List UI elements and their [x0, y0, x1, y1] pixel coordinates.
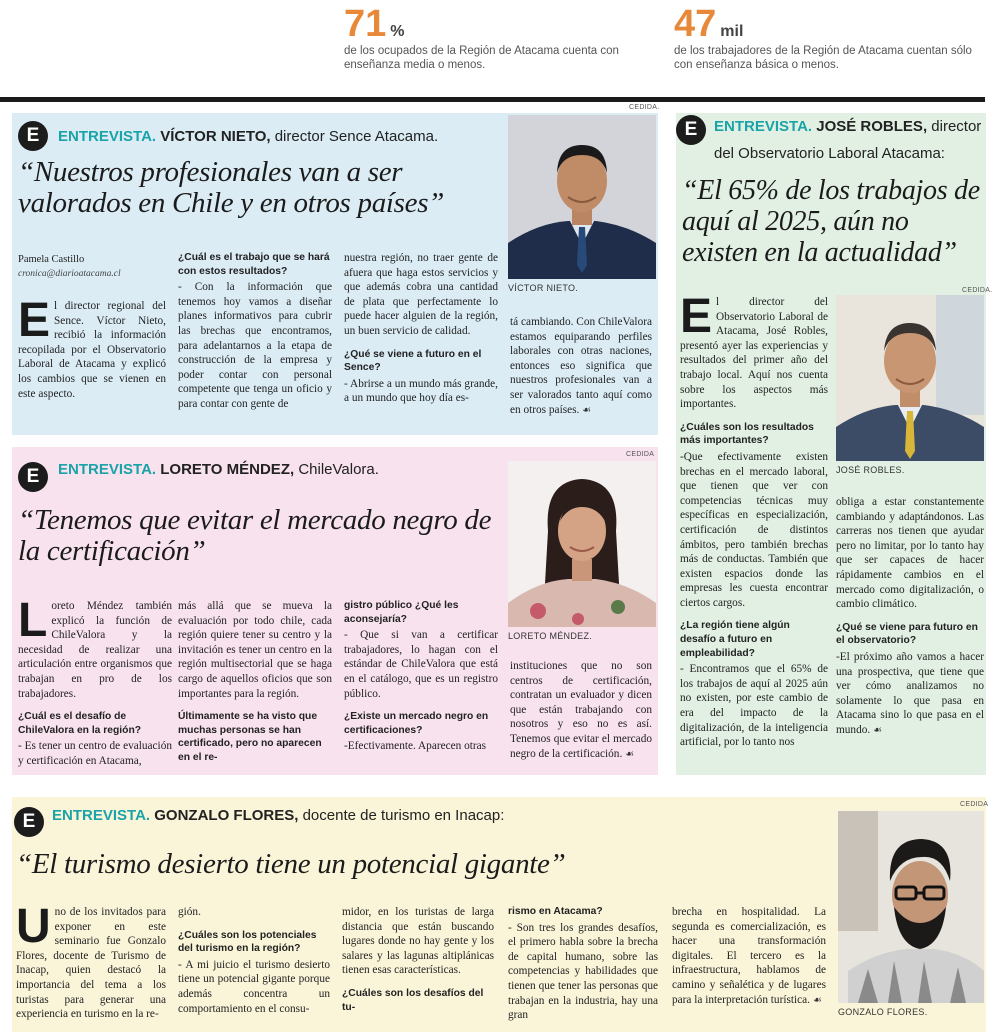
- answer-continued: nuestra región, no traer gente de afuera que haga estos servicios y que además cobra una cantidad de plata que perfectamente lo puede hacer alguien de la región, un buen servicio de calidad.: [344, 252, 498, 337]
- question-continued: gistro público ¿Qué les aconsejaría?: [344, 600, 459, 625]
- photo-caption: LORETO MÉNDEZ.: [508, 631, 593, 641]
- article-intro: l director del Observatorio Laboral de Atacama, José Robles, presentó ayer las experiencias y resultados del primer año del trabajo local. Aquí nos cuenta sobre los aspectos más importantes.: [680, 296, 828, 411]
- photo-caption: GONZALO FLORES.: [838, 1007, 928, 1017]
- interview-kicker: [52, 805, 504, 827]
- interview-flores: [12, 797, 989, 1032]
- stat-unit: mil: [720, 23, 744, 40]
- photo-credit: CEDIDA.: [629, 104, 660, 111]
- photo-caption: JOSÉ ROBLES.: [836, 465, 905, 475]
- question: ¿Cuáles son los resultados más importantes?: [680, 421, 814, 447]
- interviewee-role: ChileValora.: [298, 461, 379, 478]
- answer-continued: midor, en los turistas de larga distancia que están buscando lugares donde no hay gente y los salares y las lagunas altiplánicas tienen esas características.: [342, 906, 494, 977]
- article-intro: l director regional del Sence. Víctor Nieto, recibió la información recopilada por el Observatorio Laboral de Atacama y explicó los cambios que se vienen en este aspecto.: [18, 300, 166, 400]
- interview-label: ENTREVISTA.: [714, 118, 813, 135]
- stat-value: 47: [674, 3, 717, 45]
- interview-kicker: [714, 113, 982, 167]
- stat-value: 71: [344, 3, 387, 45]
- answer-continued: instituciones que no son centros de certificación, contratan un evaluador y dicen que están trabajando con nosotros y eso no es así. Tenemos que evitar el mercado negro de la certificación.: [510, 660, 652, 760]
- byline: [18, 253, 168, 281]
- answer: - Con la información que tenemos hoy vamos a diseñar planes informativos para cubrir las brechas que encontramos, para adelantarnos a la etapa de construcción de la empresa y poder contar con personal competente que tenga un oficio y para contar con gente de: [178, 281, 332, 410]
- answer-continued: brecha en hospitalidad. La segunda es comercialización, es hacer una transformación digitales. El tercero es la infraestructura, hablamos de camino y señalética y de lugares para la interpretación turística.: [672, 906, 826, 1006]
- question: ¿Cuáles son los potenciales del turismo en la región?: [178, 929, 317, 955]
- author-name: Pamela Castillo: [18, 254, 85, 265]
- question-continued: rismo en Atacama?: [508, 906, 603, 917]
- article-column-3: [344, 251, 498, 415]
- question: ¿La región tiene algún desafío a futuro en empleabilidad?: [680, 620, 790, 659]
- question: ¿Existe un mercado negro en certificaciones?: [344, 711, 489, 736]
- article-column-1: [16, 900, 166, 1031]
- end-mark-icon: ☙: [812, 994, 822, 1006]
- photo-victor-nieto: [508, 115, 656, 279]
- interviewee-name: JOSÉ ROBLES,: [816, 118, 928, 135]
- interview-nieto: [12, 104, 660, 435]
- question: ¿Cuáles son los desafíos del tu-: [342, 987, 484, 1013]
- interviewee-role: director Sence Atacama.: [274, 128, 439, 145]
- article-column-2: [836, 495, 984, 748]
- photo-jose-robles: [836, 295, 984, 461]
- photo-credit: CEDIDA: [626, 451, 655, 458]
- headline: “El turismo desierto tiene un potencial gigante”: [16, 848, 566, 880]
- article-intro: oreto Méndez también explicó la función de ChileValora y la necesidad de realizar una articulación entre organismos que trabajan en pro de los trabajadores.: [18, 600, 172, 700]
- answer: -Que efectivamente existen brechas en el mercado laboral, que tienen que ver con competencias técnicas muy específicas en especialización, certificación de distintos ámbitos, pero también brechas más de conductas. También que existen espacios donde las empresas les cuesta encontrar ciertos cargos.: [680, 450, 828, 609]
- photo-credit: CEDIDA: [960, 801, 989, 808]
- e-logo-icon: E: [676, 115, 706, 145]
- interviewee-name: LORETO MÉNDEZ,: [160, 461, 295, 478]
- end-mark-icon: ☙: [582, 404, 592, 416]
- article-intro: no de los invitados para exponer en este seminario fue Gonzalo Flores, docente de Turismo de Inacap, quien destacó la importancia del tema a los turistas para generar una experiencia en turismo en la re-: [16, 906, 166, 1021]
- e-logo-icon: E: [18, 121, 48, 151]
- photo-gonzalo-flores: [838, 811, 984, 1003]
- headline: “Tenemos que evitar el mercado negro de la certificación”: [18, 504, 492, 567]
- author-email: cronica@diarioatacama.cl: [18, 269, 121, 279]
- photo-credit: CEDIDA.: [962, 287, 993, 294]
- stat-description: de los ocupados de la Región de Atacama cuenta con enseñanza media o menos.: [344, 45, 619, 71]
- interview-robles: [676, 113, 993, 775]
- interview-kicker: [58, 459, 379, 481]
- end-mark-icon: ☙: [873, 724, 883, 736]
- article-column-2: [178, 905, 330, 1025]
- article-column-1: [18, 294, 166, 410]
- article-column-5: [672, 905, 826, 1017]
- article-column-4: [510, 315, 652, 427]
- interview-label: ENTREVISTA.: [58, 461, 157, 478]
- question: Últimamente se ha visto que muchas personas se han certificado, pero no aparecen en el re-: [178, 711, 322, 763]
- interview-kicker: [58, 126, 438, 148]
- question: ¿Cuál es el desafío de ChileValora en la región?: [18, 711, 142, 736]
- answer: - Son tres los grandes desafíos, el primero habla sobre la brecha de capital humano, sobre las competencias y habilidades que tienen que tener las personas que trabajan en la industria, hay una gran: [508, 921, 658, 1022]
- article-column-4: [508, 905, 658, 1032]
- headline: “El 65% de los trabajos de aquí al 2025, aún no existen en la actualidad”: [682, 175, 980, 268]
- interviewee-role: docente de turismo en Inacap:: [302, 807, 505, 824]
- answer: - Es tener un centro de evaluación y certificación en Atacama,: [18, 740, 172, 767]
- interviewee-role: director del Observatorio Laboral Atacama:: [714, 118, 982, 162]
- answer-continued: obliga a estar constantemente cambiando y adaptándonos. Las carreras nos tienen que ayudar pero no limitar, por lo tanto hay que ser capaces de hacer rápidamente cambios en el mercado como digitalización, o cambio climático.: [836, 496, 984, 611]
- article-column-3: [342, 905, 494, 1016]
- drop-cap: L: [18, 594, 48, 647]
- stat-trabajadores: [674, 4, 986, 72]
- answer-continued: tá cambiando. Con ChileValora estamos equiparando perfiles laborales con otras naciones, entonces eso significa que nuestros profesionales van a ser valorados tanto aquí como en otros países.: [510, 316, 652, 416]
- question: ¿Cuál es el trabajo que se hará con estos resultados?: [178, 252, 330, 277]
- answer: -El próximo año vamos a hacer una prospectiva, que tiene que ver cómo analizamos no solamente lo que pasa en Atacama sino lo que pasa en el mundo.: [836, 650, 984, 736]
- answer: - Encontramos que el 65% de los trabajos de aquí al 2025 aún no existen, por este cambio de era del impacto de la digitalización, de la inteligencia artificial, por lo tanto nos: [680, 663, 828, 749]
- article-intro-continued: gión.: [178, 906, 201, 918]
- answer: - Abrirse a un mundo más grande, a un mundo que hoy día es-: [344, 377, 498, 405]
- interview-mendez: [12, 447, 658, 775]
- question: ¿Qué se viene para futuro en el observatorio?: [836, 621, 978, 647]
- section-divider: [0, 97, 985, 102]
- e-logo-icon: E: [14, 807, 44, 837]
- stat-description: de los trabajadores de la Región de Atacama cuentan sólo con enseñanza básica o menos.: [674, 45, 972, 71]
- end-mark-icon: ☙: [625, 748, 635, 760]
- e-logo-icon: E: [18, 462, 48, 492]
- drop-cap: E: [680, 290, 713, 343]
- stat-unit: %: [390, 23, 405, 40]
- article-column-2: [178, 599, 332, 767]
- answer-continued: más allá que se mueva la evaluación por todo chile, cada región quiere tener su centro y la invitación es tener un centro en la región multisectorial que se haga cargo de aquellos oficios que son importantes para la región.: [178, 600, 332, 700]
- drop-cap: U: [16, 900, 51, 953]
- answer: - Que si van a certificar trabajadores, lo hagan con el estándar de ChileValora que está en el catálogo, que es un registro público.: [344, 629, 498, 700]
- answer: -Efectivamente. Aparecen otras: [344, 740, 487, 753]
- interviewee-name: VÍCTOR NIETO,: [160, 128, 271, 145]
- article-column-3: [344, 599, 498, 763]
- drop-cap: E: [18, 294, 51, 347]
- interview-label: ENTREVISTA.: [52, 807, 151, 824]
- question: ¿Qué se viene a futuro en el Sence?: [344, 348, 482, 374]
- article-column-1: [680, 290, 828, 759]
- answer: - A mi juicio el turismo desierto tiene un potencial gigante porque además concentra un comportamiento en el consu-: [178, 958, 330, 1015]
- stat-ocupados: [344, 4, 644, 72]
- photo-loreto-mendez: [508, 461, 656, 627]
- interview-label: ENTREVISTA.: [58, 128, 157, 145]
- article-column-4: [510, 659, 652, 771]
- article-column-2: [178, 251, 332, 421]
- interviewee-name: GONZALO FLORES,: [154, 807, 299, 824]
- article-column-1: [18, 594, 172, 778]
- headline: “Nuestros profesionales van a ser valorados en Chile y en otros países”: [18, 156, 445, 219]
- photo-caption: VÍCTOR NIETO.: [508, 283, 579, 293]
